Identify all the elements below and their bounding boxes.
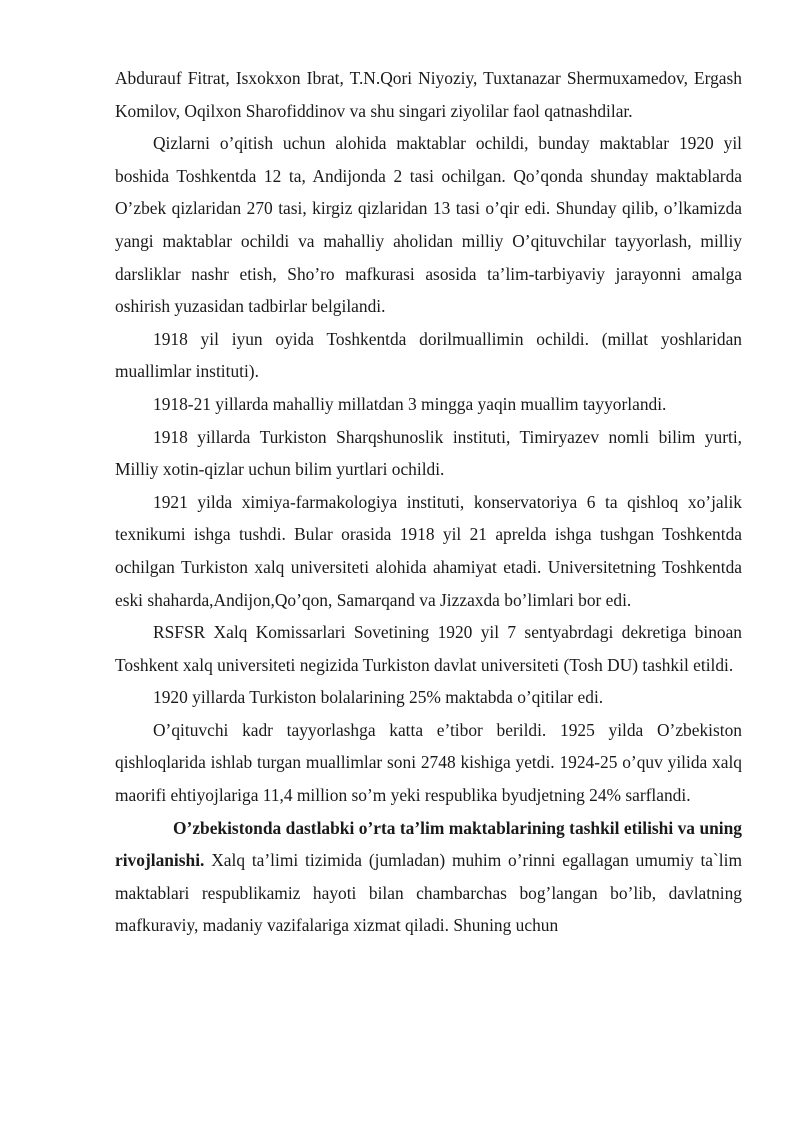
paragraph: RSFSR Xalq Komissarlari Sovetining 1920 yil 7 sentyabrdagi dekretiga binoan Toshkent xalq universiteti negizida Turkiston davlat universiteti (Tosh DU) tashkil etildi. [115, 622, 742, 675]
section-heading: O’zbekistonda dastlabki o’rta ta’lim maktablarining tashkil etilishi va uning rivojlanishi. [115, 817, 742, 871]
section-body: Xalq ta’limi tizimida (jumladan) muhim o’rinni egallagan umumiy ta`lim maktablari respublikamiz hayoti bilan chambarchas bog’langan bo’lib, davlatning mafkuraviy, madaniy vazifalariga xizmat qiladi. Shuning uchun [115, 850, 742, 936]
paragraph: Abdurauf Fitrat, Isxokxon Ibrat, T.N.Qori Niyoziy, Tuxtanazar Shermuxamedov, Ergash Komilov, Oqilxon Sharofiddinov va shu singari ziyolilar faol qatnashdilar. [115, 68, 742, 121]
section-paragraph [115, 812, 742, 942]
paragraph: 1918 yil iyun oyida Toshkentda dorilmuallimin ochildi. (millat yoshlaridan muallimlar instituti). [115, 328, 742, 382]
paragraph: 1921 yilda ximiya-farmakologiya instituti, konservatoriya 6 ta qishloq xo’jalik texnikumi ishga tushdi. Bular orasida 1918 yil 21 aprelda ishga tushgan Toshkentda ochilgan Turkiston xalq universiteti alohida ahamiyat etadi. Universitetning Toshkentda eski shaharda,Andijon,Qo’qon, Samarqand va Jizzaxda bo’limlari bor edi. [115, 491, 742, 610]
paragraph: 1918-21 yillarda mahalliy millatdan 3 mingga yaqin muallim tayyorlandi. [153, 393, 667, 414]
paragraph: O’qituvchi kadr tayyorlashga katta e’tibor berildi. 1925 yilda O’zbekiston qishloqlarida ishlab turgan muallimlar soni 2748 kishiga yetdi. 1924-25 o’quv yilida xalq maorifi ehtiyojlariga 11,4 million so’m yeki respublika byudjetning 24% sarflandi. [115, 719, 742, 806]
paragraph: 1920 yillarda Turkiston bolalarining 25% maktabda o’qitilar edi. [153, 687, 604, 708]
paragraph: Qizlarni o’qitish uchun alohida maktablar ochildi, bunday maktablar 1920 yil boshida Toshkentda 12 ta, Andijonda 2 tasi ochilgan. Qo’qonda shunday maktablarda O’zbek qizlaridan 270 tasi, kirgiz qizlaridan 13 tasi o’qir edi. Shunday qilib, o’lkamizda yangi maktablar ochildi va mahalliy aholidan milliy O’qituvchilar tayyorlash, milliy darsliklar nashr etish, Sho’ro mafkurasi asosida ta’lim-tarbiyaviy jarayonni amalga oshirish yuzasidan tadbirlar belgilandi. [115, 133, 742, 317]
paragraph: 1918 yillarda Turkiston Sharqshunoslik instituti, Timiryazev nomli bilim yurti, Milliy xotin-qizlar uchun bilim yurtlari ochildi. [115, 426, 742, 480]
